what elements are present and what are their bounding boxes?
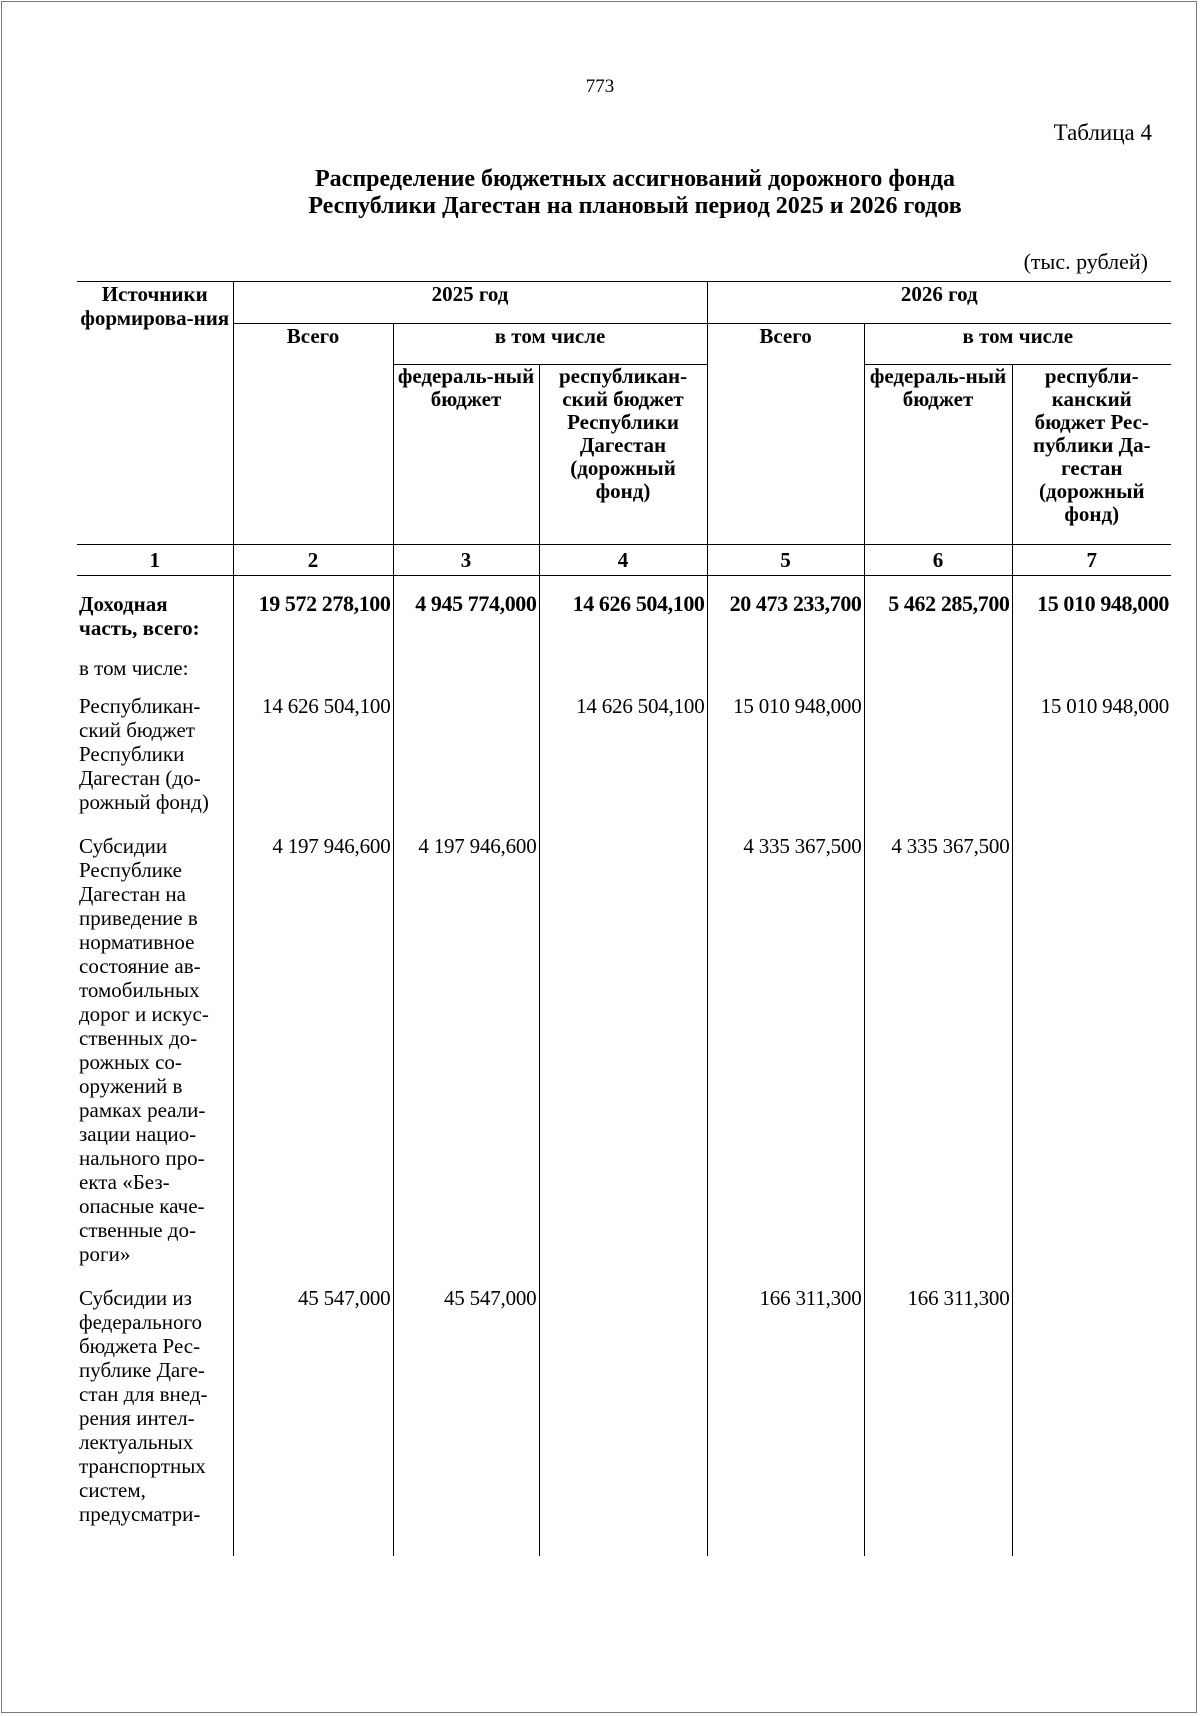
document-title <box>0 166 1200 220</box>
cell-value <box>393 656 539 694</box>
header-total-2025: Всего <box>233 324 393 545</box>
cell-value <box>539 656 707 694</box>
column-number: 6 <box>864 545 1012 576</box>
cell-value <box>233 656 393 694</box>
table-row <box>77 694 1171 834</box>
cell-value <box>539 834 707 1286</box>
page-number: 773 <box>585 76 615 97</box>
header-including-2026: в том числе <box>864 324 1171 365</box>
title-line-1: Распределение бюджетных ассигнований дорожного фонда <box>315 166 955 192</box>
table-row <box>77 576 1171 657</box>
header-federal-2026: федераль-ный бюджет <box>864 365 1012 545</box>
cell-value <box>864 656 1012 694</box>
cell-value: 15 010 948,000 <box>1012 694 1171 834</box>
cell-value: 20 473 233,700 <box>707 576 864 657</box>
column-number: 5 <box>707 545 864 576</box>
table-label: Таблица 4 <box>1053 120 1152 145</box>
cell-value: 15 010 948,000 <box>1012 576 1171 657</box>
cell-value: 14 626 504,100 <box>233 694 393 834</box>
row-label: Доходная часть, всего: <box>77 576 233 657</box>
cell-value: 14 626 504,100 <box>539 576 707 657</box>
header-year-2026: 2026 год <box>707 282 1171 324</box>
cell-value: 4 197 946,600 <box>233 834 393 1286</box>
cell-value: 15 010 948,000 <box>707 694 864 834</box>
cell-value: 4 335 367,500 <box>864 834 1012 1286</box>
cell-value: 166 311,300 <box>864 1286 1012 1556</box>
header-total-2026: Всего <box>707 324 864 545</box>
table-body <box>77 545 1171 1557</box>
cell-value: 19 572 278,100 <box>233 576 393 657</box>
cell-value <box>539 1286 707 1556</box>
title-line-2: Республики Дагестан на плановый период 2025 и 2026 годов <box>308 193 962 219</box>
column-number: 1 <box>77 545 233 576</box>
cell-value <box>1012 1286 1171 1556</box>
cell-value: 5 462 285,700 <box>864 576 1012 657</box>
row-label: Республикан-ский бюджет Республики Дагестан (до-рожный фонд) <box>77 694 233 834</box>
cell-value <box>393 694 539 834</box>
row-label: Субсидии из федерального бюджета Рес-публике Даге-стан для внед-рения интел-лектуальных транспортных систем, предусматри- <box>77 1286 233 1556</box>
header-year-2025: 2025 год <box>233 282 707 324</box>
budget-table <box>77 281 1171 1556</box>
cell-value: 14 626 504,100 <box>539 694 707 834</box>
cell-value: 4 335 367,500 <box>707 834 864 1286</box>
column-numbers-row <box>77 545 1171 576</box>
header-republican-2025: республикан-ский бюджет Республики Дагестан (дорожный фонд) <box>539 365 707 545</box>
header-republican-2026: республи-канский бюджет Рес-публики Да-гестан (дорожный фонд) <box>1012 365 1171 545</box>
table-row <box>77 1286 1171 1556</box>
cell-value <box>707 656 864 694</box>
cell-value <box>1012 834 1171 1286</box>
column-number: 4 <box>539 545 707 576</box>
column-number: 2 <box>233 545 393 576</box>
row-label: в том числе: <box>77 656 233 694</box>
cell-value: 4 945 774,000 <box>393 576 539 657</box>
units-label: (тыс. рублей) <box>1023 249 1148 274</box>
cell-value: 45 547,000 <box>393 1286 539 1556</box>
column-number: 3 <box>393 545 539 576</box>
cell-value <box>1012 656 1171 694</box>
header-sources: Источники формирова-ния <box>77 282 233 545</box>
cell-value: 4 197 946,600 <box>393 834 539 1286</box>
column-number: 7 <box>1012 545 1171 576</box>
table-row <box>77 834 1171 1286</box>
row-label: Субсидии Республике Дагестан на приведение в нормативное состояние ав-томобильных дорог и искус-ственных до-рожных со-оружений в рамках реали-зации нацио-нального про-екта «Без-опасные каче-ственные до-роги» <box>77 834 233 1286</box>
header-including-2025: в том числе <box>393 324 707 365</box>
cell-value: 45 547,000 <box>233 1286 393 1556</box>
cell-value: 166 311,300 <box>707 1286 864 1556</box>
header-federal-2025: федераль-ный бюджет <box>393 365 539 545</box>
table-row <box>77 656 1171 694</box>
cell-value <box>864 694 1012 834</box>
table-header <box>77 282 1171 545</box>
